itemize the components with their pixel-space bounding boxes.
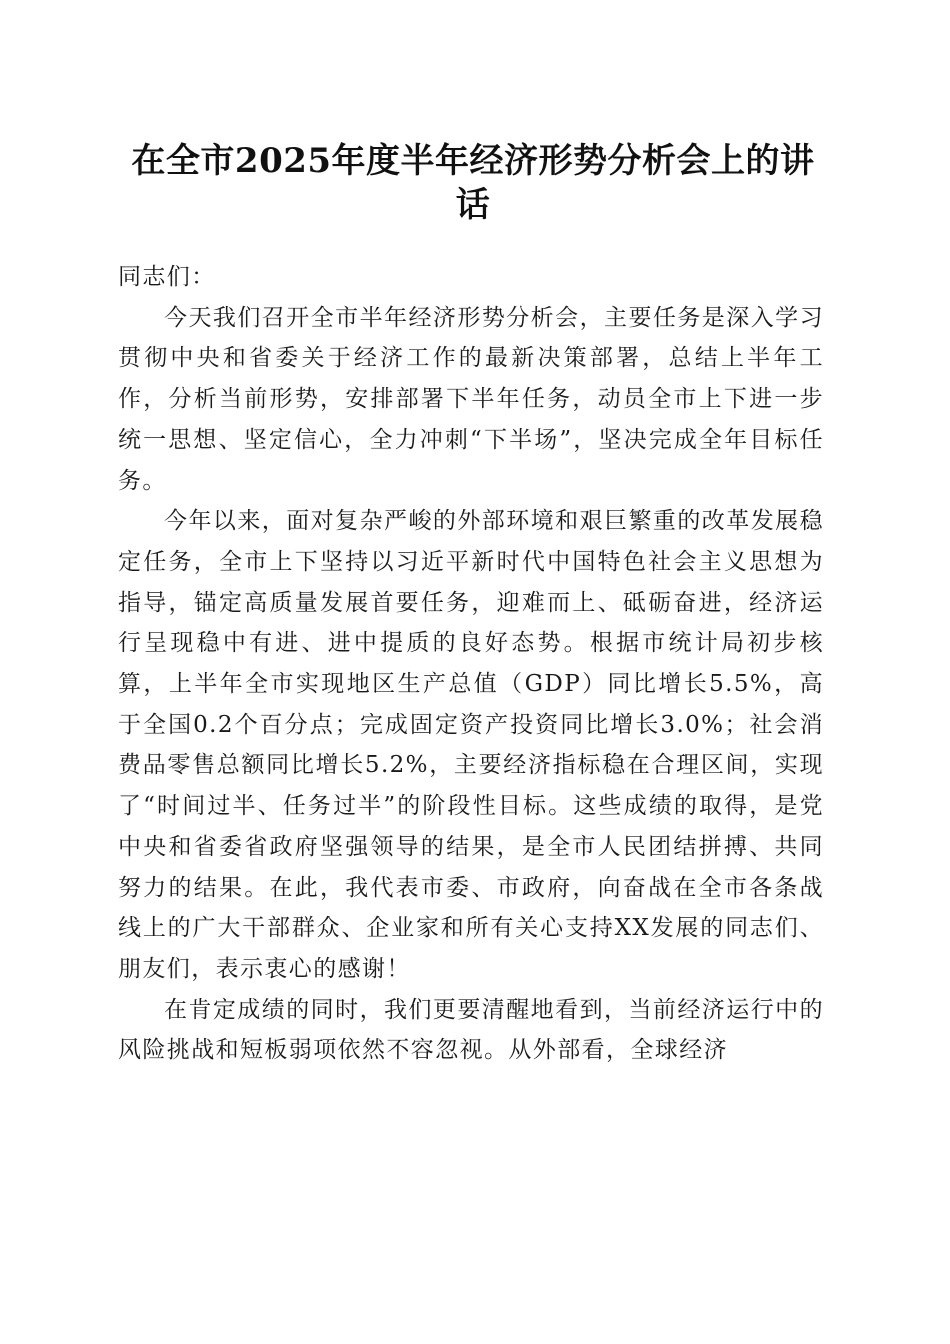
paragraph-achievements: 今年以来，面对复杂严峻的外部环境和艰巨繁重的改革发展稳定任务，全市上下坚持以习近平新时代中国特色社会主义思想为指导，锚定高质量发展首要任务，迎难而上、砥砺奋进，经济运行呈现稳中有进、进中提质的良好态势。根据市统计局初步核算，上半年全市实现地区生产总值（GDP）同比增长5.5%，高于全国0.2个百分点；完成固定资产投资同比增长3.0%；社会消费品零售总额同比增长5.2%，主要经济指标稳在合理区间，实现了“时间过半、任务过半”的阶段性目标。这些成绩的取得，是党中央和省委省政府坚强领导的结果，是全市人民团结拼搏、共同努力的结果。在此，我代表市委、市政府，向奋战在全市各条战线上的广大干部群众、企业家和所有关心支持XX发展的同志们、朋友们，表示衷心的感谢！: [118, 508, 824, 982]
document-title: 在全市2025年度半年经济形势分析会上的讲话: [131, 141, 815, 225]
paragraph-opening: 今天我们召开全市半年经济形势分析会，主要任务是深入学习贯彻中央和省委关于经济工作的最新决策部署，总结上半年工作，分析当前形势，安排部署下半年任务，动员全市上下进一步统一思想、坚定信心，全力冲刺“下半场”，坚决完成全年目标任务。: [118, 304, 824, 494]
paragraph-challenges: 在肯定成绩的同时，我们更要清醒地看到，当前经济运行中的风险挑战和短板弱项依然不容忽视。从外部看，全球经济: [118, 996, 824, 1064]
salutation: 同志们：: [118, 264, 216, 290]
document-body: [118, 257, 824, 1071]
